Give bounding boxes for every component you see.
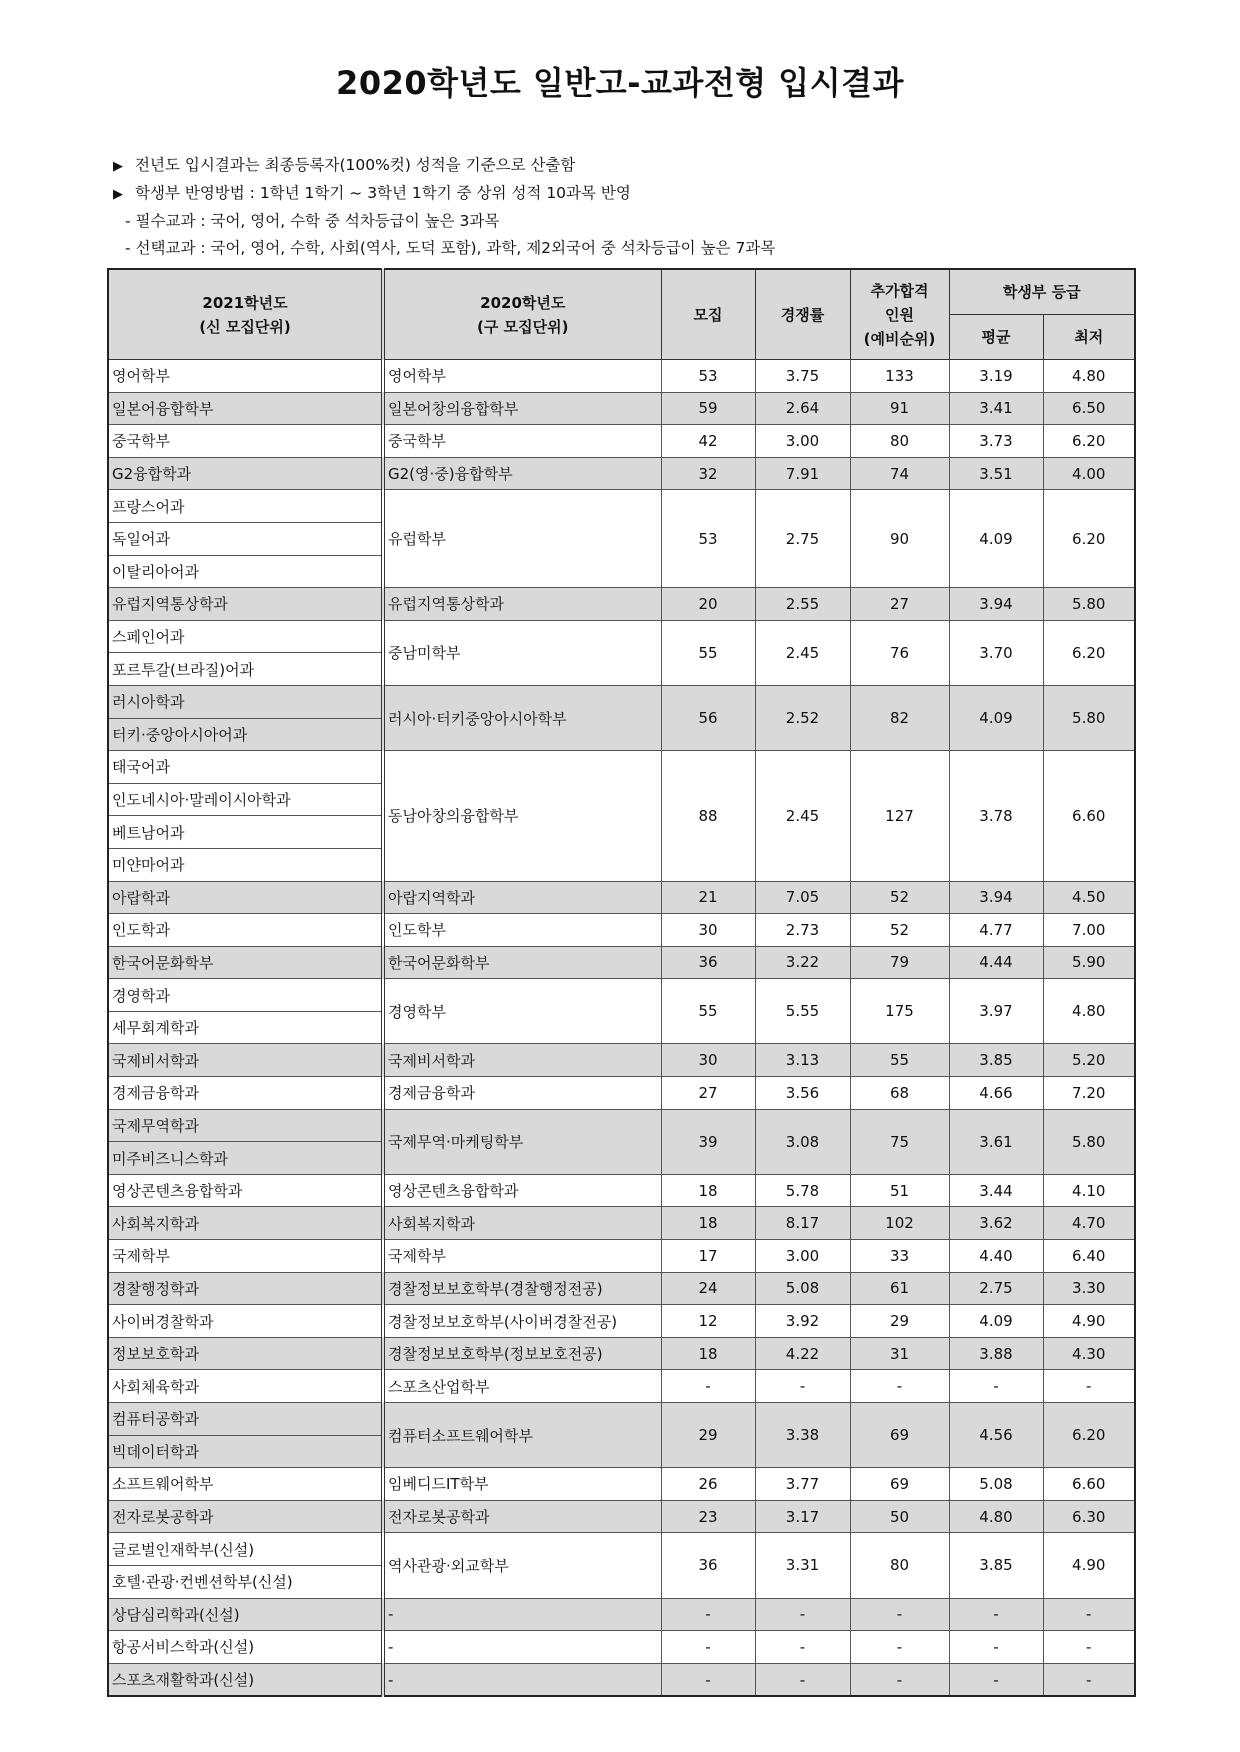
cell-old-unit: 중남미학부 — [383, 620, 661, 685]
cell-min: 4.50 — [1043, 881, 1135, 914]
table-row — [108, 1663, 1135, 1696]
cell-old-unit: - — [383, 1663, 661, 1696]
cell-competition: 5.78 — [755, 1174, 850, 1207]
cell-new-unit: 포르투갈(브라질)어과 — [108, 653, 383, 686]
cell-new-unit: 인도학과 — [108, 914, 383, 947]
cell-extra: 27 — [850, 588, 949, 621]
cell-old-unit: 아랍지역학과 — [383, 881, 661, 914]
cell-new-unit: 한국어문화학부 — [108, 946, 383, 979]
cell-new-unit: 정보보호학과 — [108, 1337, 383, 1370]
cell-recruit: 18 — [661, 1174, 755, 1207]
cell-avg: 4.80 — [949, 1500, 1043, 1533]
cell-recruit: 12 — [661, 1305, 755, 1338]
cell-avg: 3.62 — [949, 1207, 1043, 1240]
cell-competition: 5.08 — [755, 1272, 850, 1305]
cell-min: 6.60 — [1043, 1468, 1135, 1501]
cell-competition: 3.08 — [755, 1109, 850, 1174]
cell-extra: 102 — [850, 1207, 949, 1240]
cell-recruit: 42 — [661, 425, 755, 458]
cell-competition: 3.00 — [755, 425, 850, 458]
cell-recruit: 36 — [661, 946, 755, 979]
table-row — [108, 588, 1135, 621]
table-row — [108, 979, 1135, 1012]
cell-new-unit: 항공서비스학과(신설) — [108, 1631, 383, 1664]
cell-recruit: 21 — [661, 881, 755, 914]
cell-recruit: 53 — [661, 490, 755, 588]
cell-new-unit: 유럽지역통상학과 — [108, 588, 383, 621]
cell-extra: 51 — [850, 1174, 949, 1207]
cell-recruit: 39 — [661, 1109, 755, 1174]
cell-min: 5.90 — [1043, 946, 1135, 979]
cell-extra: 74 — [850, 457, 949, 490]
cell-competition: - — [755, 1663, 850, 1696]
cell-new-unit: 세무회계학과 — [108, 1011, 383, 1044]
cell-min: 4.90 — [1043, 1533, 1135, 1598]
cell-extra: 29 — [850, 1305, 949, 1338]
cell-competition: 3.56 — [755, 1077, 850, 1110]
cell-recruit: 23 — [661, 1500, 755, 1533]
cell-extra: 76 — [850, 620, 949, 685]
cell-new-unit: 국제무역학과 — [108, 1109, 383, 1142]
cell-new-unit: 베트남어과 — [108, 816, 383, 849]
cell-competition: 3.77 — [755, 1468, 850, 1501]
cell-avg: 3.78 — [949, 751, 1043, 881]
cell-new-unit: 빅데이터학과 — [108, 1435, 383, 1468]
cell-extra: 50 — [850, 1500, 949, 1533]
cell-extra: 69 — [850, 1468, 949, 1501]
header-new-unit: 2021학년도 (신 모집단위) — [108, 269, 383, 360]
cell-min: 6.30 — [1043, 1500, 1135, 1533]
notes — [113, 152, 775, 262]
table-row — [108, 620, 1135, 653]
cell-competition: - — [755, 1370, 850, 1403]
cell-avg: - — [949, 1370, 1043, 1403]
cell-competition: 3.22 — [755, 946, 850, 979]
cell-old-unit: - — [383, 1631, 661, 1664]
cell-new-unit: 컴퓨터공학과 — [108, 1403, 383, 1436]
cell-new-unit: G2융합학과 — [108, 457, 383, 490]
cell-old-unit: 중국학부 — [383, 425, 661, 458]
table-row — [108, 1403, 1135, 1436]
cell-recruit: 56 — [661, 685, 755, 750]
cell-avg: 3.94 — [949, 588, 1043, 621]
cell-old-unit: 경찰정보보호학부(정보보호전공) — [383, 1337, 661, 1370]
table-row — [108, 1240, 1135, 1273]
note-line: - 필수교과 : 국어, 영어, 수학 중 석차등급이 높은 3과목 — [125, 212, 500, 230]
cell-new-unit: 중국학부 — [108, 425, 383, 458]
cell-new-unit: 인도네시아·말레이시아학과 — [108, 783, 383, 816]
cell-recruit: - — [661, 1663, 755, 1696]
cell-new-unit: 독일어과 — [108, 522, 383, 555]
cell-competition: 3.31 — [755, 1533, 850, 1598]
cell-min: 5.80 — [1043, 1109, 1135, 1174]
cell-old-unit: - — [383, 1598, 661, 1631]
cell-new-unit: 일본어융합학부 — [108, 392, 383, 425]
cell-new-unit: 사회복지학과 — [108, 1207, 383, 1240]
cell-old-unit: 영상콘텐츠융합학과 — [383, 1174, 661, 1207]
triangle-right-icon: ▶ — [113, 159, 123, 174]
cell-min: 6.20 — [1043, 490, 1135, 588]
cell-extra: - — [850, 1370, 949, 1403]
cell-old-unit: 국제무역·마케팅학부 — [383, 1109, 661, 1174]
header-grade: 학생부 등급 — [949, 269, 1135, 315]
table-row — [108, 1077, 1135, 1110]
cell-min: 4.00 — [1043, 457, 1135, 490]
cell-new-unit: 국제비서학과 — [108, 1044, 383, 1077]
cell-min: 6.50 — [1043, 392, 1135, 425]
cell-competition: 8.17 — [755, 1207, 850, 1240]
cell-extra: 91 — [850, 392, 949, 425]
table-row — [108, 914, 1135, 947]
table-row — [108, 360, 1135, 393]
page-title: 2020학년도 일반고-교과전형 입시결과 — [336, 64, 904, 102]
table-row — [108, 490, 1135, 523]
cell-new-unit: 전자로봇공학과 — [108, 1500, 383, 1533]
cell-competition: 2.75 — [755, 490, 850, 588]
cell-competition: 2.55 — [755, 588, 850, 621]
table-row — [108, 1272, 1135, 1305]
cell-avg: 3.94 — [949, 881, 1043, 914]
cell-min: 6.20 — [1043, 425, 1135, 458]
cell-new-unit: 소프트웨어학부 — [108, 1468, 383, 1501]
cell-new-unit: 영어학부 — [108, 360, 383, 393]
cell-extra: 80 — [850, 425, 949, 458]
cell-new-unit: 영상콘텐츠융합학과 — [108, 1174, 383, 1207]
cell-new-unit: 호텔·관광·컨벤션학부(신설) — [108, 1565, 383, 1598]
cell-min: 6.60 — [1043, 751, 1135, 881]
cell-old-unit: 경찰정보보호학부(경찰행정전공) — [383, 1272, 661, 1305]
cell-extra: 52 — [850, 914, 949, 947]
cell-extra: 75 — [850, 1109, 949, 1174]
cell-new-unit: 미주비즈니스학과 — [108, 1142, 383, 1175]
table-row — [108, 1174, 1135, 1207]
table-row — [108, 1598, 1135, 1631]
cell-recruit: - — [661, 1631, 755, 1664]
cell-recruit: 59 — [661, 392, 755, 425]
table-row — [108, 1533, 1135, 1566]
cell-avg: 3.19 — [949, 360, 1043, 393]
cell-avg: - — [949, 1598, 1043, 1631]
cell-extra: 127 — [850, 751, 949, 881]
cell-old-unit: 임베디드IT학부 — [383, 1468, 661, 1501]
cell-min: 5.80 — [1043, 588, 1135, 621]
header-avg: 평균 — [949, 315, 1043, 360]
cell-old-unit: 인도학부 — [383, 914, 661, 947]
header-competition: 경쟁률 — [755, 269, 850, 360]
cell-avg: 4.09 — [949, 685, 1043, 750]
cell-competition: 3.92 — [755, 1305, 850, 1338]
cell-avg: 3.88 — [949, 1337, 1043, 1370]
cell-competition: 2.64 — [755, 392, 850, 425]
cell-min: - — [1043, 1631, 1135, 1664]
cell-avg: - — [949, 1631, 1043, 1664]
cell-old-unit: 일본어창의융합학부 — [383, 392, 661, 425]
cell-new-unit: 국제학부 — [108, 1240, 383, 1273]
cell-extra: - — [850, 1631, 949, 1664]
cell-competition: 3.00 — [755, 1240, 850, 1273]
cell-min: - — [1043, 1663, 1135, 1696]
cell-extra: 90 — [850, 490, 949, 588]
cell-competition: - — [755, 1631, 850, 1664]
cell-avg: 3.97 — [949, 979, 1043, 1044]
cell-extra: 69 — [850, 1403, 949, 1468]
cell-new-unit: 이탈리아어과 — [108, 555, 383, 588]
cell-new-unit: 터키·중앙아시아어과 — [108, 718, 383, 751]
cell-recruit: 18 — [661, 1207, 755, 1240]
cell-competition: 7.05 — [755, 881, 850, 914]
cell-old-unit: 경제금융학과 — [383, 1077, 661, 1110]
cell-avg: 4.77 — [949, 914, 1043, 947]
cell-competition: 4.22 — [755, 1337, 850, 1370]
cell-avg: - — [949, 1663, 1043, 1696]
cell-min: 3.30 — [1043, 1272, 1135, 1305]
cell-new-unit: 경찰행정학과 — [108, 1272, 383, 1305]
cell-competition: 2.52 — [755, 685, 850, 750]
cell-new-unit: 스포츠재활학과(신설) — [108, 1663, 383, 1696]
cell-recruit: 36 — [661, 1533, 755, 1598]
cell-new-unit: 사회체육학과 — [108, 1370, 383, 1403]
cell-avg: 3.70 — [949, 620, 1043, 685]
cell-avg: 3.85 — [949, 1044, 1043, 1077]
table-row — [108, 1109, 1135, 1142]
cell-recruit: 17 — [661, 1240, 755, 1273]
cell-extra: 82 — [850, 685, 949, 750]
cell-recruit: 55 — [661, 979, 755, 1044]
cell-new-unit: 스페인어과 — [108, 620, 383, 653]
cell-extra: - — [850, 1598, 949, 1631]
cell-competition: 7.91 — [755, 457, 850, 490]
cell-avg: 4.09 — [949, 490, 1043, 588]
cell-avg: 3.41 — [949, 392, 1043, 425]
cell-competition: 3.75 — [755, 360, 850, 393]
cell-avg: 4.44 — [949, 946, 1043, 979]
cell-recruit: 30 — [661, 1044, 755, 1077]
cell-recruit: 27 — [661, 1077, 755, 1110]
table-row — [108, 1337, 1135, 1370]
table-row — [108, 1631, 1135, 1664]
cell-competition: 2.73 — [755, 914, 850, 947]
header-old-unit: 2020학년도 (구 모집단위) — [383, 269, 661, 360]
cell-min: - — [1043, 1370, 1135, 1403]
cell-min: 7.20 — [1043, 1077, 1135, 1110]
table-row — [108, 1044, 1135, 1077]
table-row — [108, 457, 1135, 490]
table-row — [108, 425, 1135, 458]
cell-min: - — [1043, 1598, 1135, 1631]
cell-min: 5.80 — [1043, 685, 1135, 750]
cell-extra: 80 — [850, 1533, 949, 1598]
cell-min: 4.80 — [1043, 979, 1135, 1044]
table-row — [108, 1370, 1135, 1403]
cell-competition: 2.45 — [755, 751, 850, 881]
cell-avg: 3.44 — [949, 1174, 1043, 1207]
cell-old-unit: 영어학부 — [383, 360, 661, 393]
cell-old-unit: 동남아창의융합학부 — [383, 751, 661, 881]
cell-min: 4.70 — [1043, 1207, 1135, 1240]
cell-new-unit: 경영학과 — [108, 979, 383, 1012]
cell-avg: 4.09 — [949, 1305, 1043, 1338]
cell-min: 6.20 — [1043, 620, 1135, 685]
cell-extra: 79 — [850, 946, 949, 979]
cell-old-unit: 한국어문화학부 — [383, 946, 661, 979]
cell-extra: 31 — [850, 1337, 949, 1370]
cell-old-unit: G2(영·중)융합학부 — [383, 457, 661, 490]
cell-extra: 61 — [850, 1272, 949, 1305]
header-min: 최저 — [1043, 315, 1135, 360]
table-row — [108, 751, 1135, 784]
cell-avg: 3.73 — [949, 425, 1043, 458]
cell-recruit: 20 — [661, 588, 755, 621]
cell-old-unit: 역사관광·외교학부 — [383, 1533, 661, 1598]
cell-new-unit: 프랑스어과 — [108, 490, 383, 523]
cell-min: 4.10 — [1043, 1174, 1135, 1207]
cell-old-unit: 스포츠산업학부 — [383, 1370, 661, 1403]
cell-competition: 2.45 — [755, 620, 850, 685]
cell-min: 6.20 — [1043, 1403, 1135, 1468]
cell-old-unit: 유럽학부 — [383, 490, 661, 588]
cell-extra: 68 — [850, 1077, 949, 1110]
cell-recruit: - — [661, 1370, 755, 1403]
cell-min: 4.30 — [1043, 1337, 1135, 1370]
table-row — [108, 881, 1135, 914]
cell-old-unit: 컴퓨터소프트웨어학부 — [383, 1403, 661, 1468]
cell-competition: 3.13 — [755, 1044, 850, 1077]
cell-competition: 5.55 — [755, 979, 850, 1044]
cell-recruit: - — [661, 1598, 755, 1631]
note-line: ▶ 학생부 반영방법 : 1학년 1학기 ~ 3학년 1학기 중 상위 성적 10과목 반영 — [113, 180, 775, 208]
cell-min: 4.80 — [1043, 360, 1135, 393]
cell-old-unit: 경찰정보보호학부(사이버경찰전공) — [383, 1305, 661, 1338]
cell-recruit: 24 — [661, 1272, 755, 1305]
cell-recruit: 32 — [661, 457, 755, 490]
cell-old-unit: 국제비서학과 — [383, 1044, 661, 1077]
cell-new-unit: 미얀마어과 — [108, 848, 383, 881]
cell-new-unit: 러시아학과 — [108, 685, 383, 718]
table-row — [108, 1500, 1135, 1533]
cell-extra: - — [850, 1663, 949, 1696]
cell-recruit: 18 — [661, 1337, 755, 1370]
cell-avg: 3.85 — [949, 1533, 1043, 1598]
note-line: - 선택교과 : 국어, 영어, 수학, 사회(역사, 도덕 포함), 과학, 제2외국어 중 석차등급이 높은 7과목 — [125, 239, 776, 257]
cell-recruit: 26 — [661, 1468, 755, 1501]
cell-recruit: 55 — [661, 620, 755, 685]
cell-new-unit: 상담심리학과(신설) — [108, 1598, 383, 1631]
results-table — [107, 268, 1136, 1697]
cell-new-unit: 사이버경찰학과 — [108, 1305, 383, 1338]
cell-min: 5.20 — [1043, 1044, 1135, 1077]
cell-old-unit: 국제학부 — [383, 1240, 661, 1273]
cell-new-unit: 태국어과 — [108, 751, 383, 784]
cell-avg: 5.08 — [949, 1468, 1043, 1501]
cell-recruit: 29 — [661, 1403, 755, 1468]
cell-recruit: 88 — [661, 751, 755, 881]
table-row — [108, 685, 1135, 718]
cell-old-unit: 전자로봇공학과 — [383, 1500, 661, 1533]
cell-old-unit: 경영학부 — [383, 979, 661, 1044]
cell-competition: 3.17 — [755, 1500, 850, 1533]
cell-new-unit: 경제금융학과 — [108, 1077, 383, 1110]
cell-competition: - — [755, 1598, 850, 1631]
cell-extra: 33 — [850, 1240, 949, 1273]
table-row — [108, 946, 1135, 979]
cell-extra: 55 — [850, 1044, 949, 1077]
table-row — [108, 1468, 1135, 1501]
cell-min: 7.00 — [1043, 914, 1135, 947]
cell-old-unit: 유럽지역통상학과 — [383, 588, 661, 621]
cell-min: 4.90 — [1043, 1305, 1135, 1338]
table-row — [108, 1305, 1135, 1338]
header-recruit: 모집 — [661, 269, 755, 360]
cell-extra: 133 — [850, 360, 949, 393]
cell-extra: 175 — [850, 979, 949, 1044]
cell-new-unit: 글로벌인재학부(신설) — [108, 1533, 383, 1566]
table-row — [108, 392, 1135, 425]
cell-avg: 4.56 — [949, 1403, 1043, 1468]
cell-min: 6.40 — [1043, 1240, 1135, 1273]
cell-extra: 52 — [850, 881, 949, 914]
header-extra: 추가합격 인원 (예비순위) — [850, 269, 949, 360]
note-line: ▶ 전년도 입시결과는 최종등록자(100%컷) 성적을 기준으로 산출함 — [113, 152, 775, 180]
cell-recruit: 30 — [661, 914, 755, 947]
cell-old-unit: 러시아·터키중앙아시아학부 — [383, 685, 661, 750]
cell-avg: 2.75 — [949, 1272, 1043, 1305]
triangle-right-icon: ▶ — [113, 187, 123, 202]
cell-avg: 3.61 — [949, 1109, 1043, 1174]
cell-avg: 4.66 — [949, 1077, 1043, 1110]
table-row — [108, 1207, 1135, 1240]
cell-avg: 3.51 — [949, 457, 1043, 490]
cell-old-unit: 사회복지학과 — [383, 1207, 661, 1240]
cell-recruit: 53 — [661, 360, 755, 393]
cell-avg: 4.40 — [949, 1240, 1043, 1273]
cell-competition: 3.38 — [755, 1403, 850, 1468]
cell-new-unit: 아랍학과 — [108, 881, 383, 914]
